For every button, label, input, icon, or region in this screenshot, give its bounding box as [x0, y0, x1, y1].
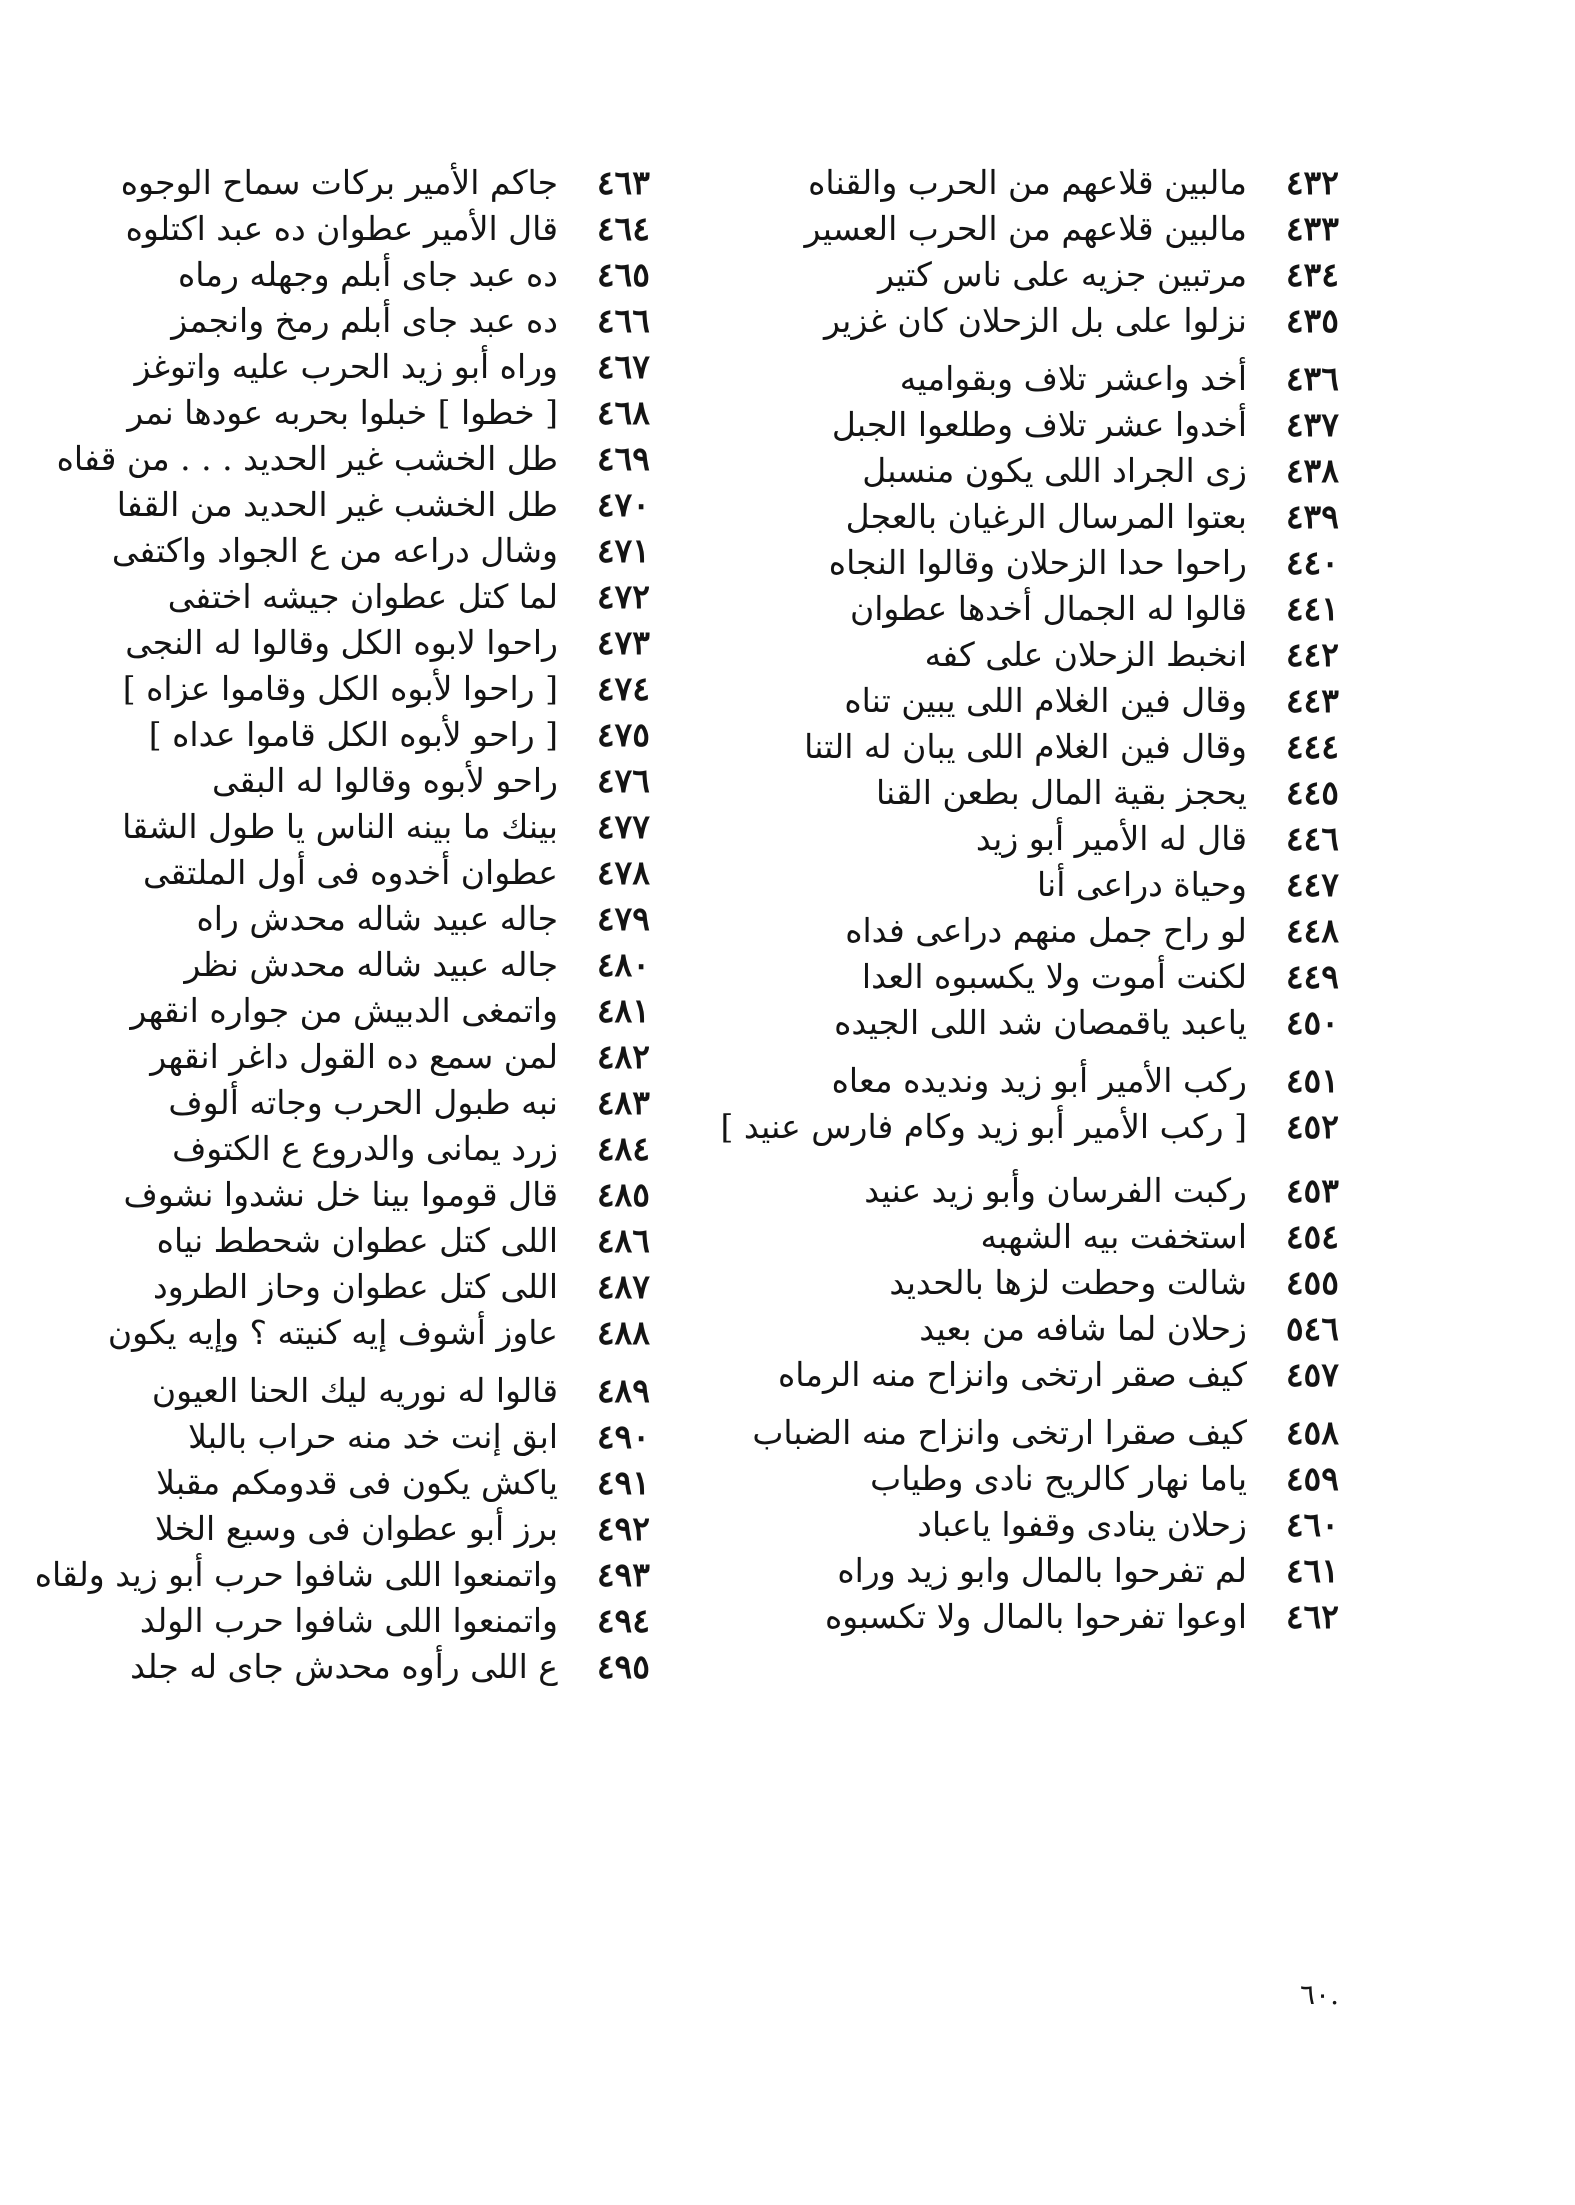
verse-line [679, 1594, 1339, 1640]
verse-number: ٤٧٠ [596, 485, 650, 524]
verse-number: ٤٣٣ [1285, 209, 1339, 248]
verse-line [679, 586, 1339, 632]
stanza-gap [679, 344, 1339, 356]
verse-line [171, 298, 650, 344]
verse-text: ياعبد ياقمصان شد اللى الجيده [834, 1003, 1247, 1042]
verse-number: ٤٦٨ [596, 393, 650, 432]
verse-number: ٤٤٧ [1285, 865, 1339, 904]
verse-text: يحجز بقية المال بطعن القنا [875, 773, 1247, 812]
verse-number: ٤٦٠ [1285, 1505, 1339, 1544]
verse-number: ٤٥٣ [1285, 1171, 1339, 1210]
verse-text: لما كتل عطوان جيشه اختفى [167, 577, 558, 616]
verse-line [150, 1034, 650, 1080]
verse-number: ٤٦٤ [596, 209, 650, 248]
verse-number: ٤٦٢ [1285, 1597, 1339, 1636]
verse-number: ٤٦٩ [596, 439, 650, 478]
verse-text: ياكش يكون فى قدومكم مقبلا [156, 1463, 558, 1502]
verse-number: ٤٧٩ [596, 899, 650, 938]
verse-text: زرد يمانى والدروع ع الكتوف [172, 1129, 558, 1168]
verse-line [125, 206, 650, 252]
verse-line [116, 482, 650, 528]
verse-line [155, 1506, 650, 1552]
verse-text: مرتبين جزيه على ناس كتير [877, 255, 1247, 294]
stanza-gap [679, 1150, 1339, 1168]
verse-line [56, 436, 650, 482]
verse-number: ٤٤٦ [1285, 819, 1339, 858]
verse-text: كيف صقر ارتخى وانزاح منه الرماه [777, 1355, 1247, 1394]
verse-line [188, 758, 650, 804]
right-column-verses [679, 160, 1339, 1640]
verse-number: ٥٤٦ [1285, 1309, 1339, 1348]
verse-line [125, 620, 650, 666]
verse-line [127, 390, 650, 436]
verse-text: قال قوموا بينا خل نشدوا نشوف [123, 1175, 558, 1214]
verse-number: ٤٩٢ [596, 1509, 650, 1548]
verse-number: ٤٥١ [1285, 1061, 1339, 1100]
verse-text: أخدوا عشر تلاف وطلعوا الجبل [831, 405, 1247, 444]
verse-text: أخد واعشر تلاف وبقواميه [899, 359, 1247, 398]
verse-number: ٤٩٥ [596, 1647, 650, 1686]
verse-line [679, 1104, 1339, 1150]
verse-text: ده عبد جاى أبلم رمخ وانجمز [171, 301, 558, 340]
verse-line [679, 1260, 1339, 1306]
verse-line [679, 494, 1339, 540]
verse-number: ٤٧٥ [596, 715, 650, 754]
verse-number: ٤٧٨ [596, 853, 650, 892]
verse-text: زحلان ينادى وقفوا ياعباد [917, 1505, 1247, 1544]
verse-line [142, 850, 650, 896]
verse-text: زحلان لما شافه من بعيد [919, 1309, 1247, 1348]
verse-text: انخبط الزحلان على كفه [924, 635, 1247, 674]
verse-text: وقال فين الغلام اللى يبان له التنا [804, 727, 1247, 766]
left-column-verses [34, 160, 650, 1690]
verse-number: ٤٥٧ [1285, 1355, 1339, 1394]
stanza-gap [188, 1356, 650, 1368]
verse-number: ٤٨٩ [596, 1371, 650, 1410]
verse-text: استخفت بيه الشهبه [980, 1217, 1247, 1256]
verse-line [168, 1080, 650, 1126]
verse-line [679, 678, 1339, 724]
verse-text: جاله عبيد شاله محدش راه [196, 899, 558, 938]
verse-text: اللى كتل عطوان شحطط نياه [156, 1221, 558, 1260]
verse-line [134, 344, 650, 390]
verse-text: وشال دراعه من ع الجواد واكتفى [111, 531, 558, 570]
verse-text: ع اللى رأوه محدش جاى له جلد [130, 1647, 558, 1686]
verse-number: ٤٣٦ [1285, 359, 1339, 398]
verse-text: راحو لأبوه وقالوا له البقى [211, 761, 558, 800]
verse-line [148, 712, 650, 758]
stanza-gap [679, 1398, 1339, 1410]
verse-line [679, 1306, 1339, 1352]
verse-text: ده عبد جاى أبلم وجهله رماه [177, 255, 558, 294]
verse-line [153, 1264, 650, 1310]
verse-number: ٤٦٣ [596, 163, 650, 202]
verse-line [151, 1368, 650, 1414]
verse-text: [ ركب الأمير أبو زيد وكام فارس عنيد ] [720, 1107, 1247, 1146]
verse-line [130, 1644, 650, 1690]
verse-line [188, 1414, 650, 1460]
verse-text: ركبت الفرسان وأبو زيد عنيد [864, 1171, 1247, 1210]
verse-number: ٤٨٢ [596, 1037, 650, 1076]
verse-line [188, 896, 650, 942]
page-number: .٦٠ [1300, 1978, 1339, 2011]
verse-line [679, 1214, 1339, 1260]
verse-line [184, 942, 650, 988]
verse-line [679, 954, 1339, 1000]
verse-line [122, 666, 650, 712]
verse-number: ٤٨٠ [596, 945, 650, 984]
verse-line [679, 206, 1339, 252]
verse-text: قالوا له نوريه ليك الحنا العيون [151, 1371, 558, 1410]
verse-text: وقال فين الغلام اللى يبين تناه [844, 681, 1247, 720]
verse-number: ٤٤٠ [1285, 543, 1339, 582]
verse-number: ٤٧٤ [596, 669, 650, 708]
verse-number: ٤٦٥ [596, 255, 650, 294]
verse-line [679, 770, 1339, 816]
stanza-gap [679, 1046, 1339, 1058]
verse-text: لمن سمع ده القول داغر انقهر [150, 1037, 558, 1076]
verse-line [167, 574, 650, 620]
verse-number: ٤٧٢ [596, 577, 650, 616]
verse-number: ٤٩٤ [596, 1601, 650, 1640]
verse-number: ٤٨١ [596, 991, 650, 1030]
verse-number: ٤٣٢ [1285, 163, 1339, 202]
verse-line [679, 1058, 1339, 1104]
verse-text: واتمنعوا اللى شافوا حرب الولد [139, 1601, 558, 1640]
verse-text: [ خطوا ] خبلوا بحربه عودها نمر [127, 393, 558, 432]
verse-number: ٤٥٥ [1285, 1263, 1339, 1302]
verse-number: ٤٥٨ [1285, 1413, 1339, 1452]
verse-line [122, 804, 650, 850]
verse-text: عاوز أشوف إيه كنيته ؟ وإيه يكون [107, 1313, 558, 1352]
verse-number: ٤٨٥ [596, 1175, 650, 1214]
verse-text: قال له الأمير أبو زيد [975, 819, 1247, 858]
verse-line [679, 448, 1339, 494]
verse-number: ٤٩١ [596, 1463, 650, 1502]
verse-line [107, 1310, 650, 1356]
verse-line [679, 1548, 1339, 1594]
verse-text: ابق إنت خد منه حراب بالبلا [188, 1417, 558, 1456]
verse-text: نبه طبول الحرب وجاته ألوف [168, 1083, 558, 1122]
verse-line [679, 908, 1339, 954]
verse-line [139, 1598, 650, 1644]
verse-number: ٤٥٤ [1285, 1217, 1339, 1256]
verse-text: نزلوا على بل الزحلان كان غزير [823, 301, 1247, 340]
verse-text: واتمنعوا اللى شافوا حرب أبو زيد ولقاه [34, 1555, 558, 1594]
verse-line [679, 724, 1339, 770]
verse-line [123, 1172, 650, 1218]
verse-text: طل الخشب غير الحديد . . . من قفاه [56, 439, 558, 478]
verse-line [679, 298, 1339, 344]
verse-text: مالبين قلاعهم من الحرب العسير [804, 209, 1247, 248]
verse-number: ٤٤٣ [1285, 681, 1339, 720]
verse-number: ٤٦١ [1285, 1551, 1339, 1590]
verse-line [679, 356, 1339, 402]
verse-line [679, 816, 1339, 862]
verse-line [177, 252, 650, 298]
verse-text: لم تفرحوا بالمال وابو زيد وراه [837, 1551, 1247, 1590]
verse-line [679, 632, 1339, 678]
verse-text: اوعوا تفرحوا بالمال ولا تكسبوه [825, 1597, 1247, 1636]
verse-text: عطوان أخدوه فى أول الملتقى [142, 853, 558, 892]
verse-number: ٤٣٤ [1285, 255, 1339, 294]
verse-text: شالت وحطت لزها بالحديد [889, 1263, 1247, 1302]
verse-number: ٤٥٩ [1285, 1459, 1339, 1498]
verse-number: ٤٣٥ [1285, 301, 1339, 340]
verse-text: زى الجراد اللى يكون منسبل [862, 451, 1247, 490]
verse-text: بينك ما بينه الناس يا طول الشقا [122, 807, 558, 846]
verse-number: ٤٤٩ [1285, 957, 1339, 996]
verse-line [130, 988, 650, 1034]
verse-text: [ راحوا لأبوه الكل وقاموا عزاه ] [122, 669, 558, 708]
verse-line [156, 1218, 650, 1264]
verse-number: ٤٤٢ [1285, 635, 1339, 674]
verse-text: راحوا لابوه الكل وقالوا له النجى [125, 623, 558, 662]
verse-line [679, 1410, 1339, 1456]
verse-number: ٤٤٥ [1285, 773, 1339, 812]
verse-line [679, 862, 1339, 908]
verse-line [679, 402, 1339, 448]
verse-text: لكنت أموت ولا يكسبوه العدا [861, 957, 1247, 996]
verse-text: ياما نهار كالريح نادى وطياب [870, 1459, 1247, 1498]
verse-text: برز أبو عطوان فى وسيع الخلا [155, 1509, 558, 1548]
verse-text: قالوا له الجمال أخدها عطوان [850, 589, 1247, 628]
verse-number: ٤٨٣ [596, 1083, 650, 1122]
verse-line [172, 1126, 650, 1172]
verse-number: ٤٥٠ [1285, 1003, 1339, 1042]
verse-text: جاكم الأمير بركات سماح الوجوه [120, 163, 558, 202]
verse-text: كيف صقرا ارتخى وانزاح منه الضباب [752, 1413, 1247, 1452]
verse-text: جاله عبيد شاله محدش نظر [184, 945, 558, 984]
verse-number: ٤٧١ [596, 531, 650, 570]
verse-line [679, 252, 1339, 298]
verse-line [679, 1168, 1339, 1214]
verse-number: ٤٤١ [1285, 589, 1339, 628]
verse-number: ٤٧٦ [596, 761, 650, 800]
verse-text: وراه أبو زيد الحرب عليه واتوغز [134, 347, 558, 386]
verse-number: ٤٣٩ [1285, 497, 1339, 536]
verse-number: ٤٦٧ [596, 347, 650, 386]
verse-text: واتمغى الدبيش من جواره انقهر [130, 991, 558, 1030]
verse-line [156, 1460, 650, 1506]
verse-text: لو راح جمل منهم دراعى فداه [845, 911, 1247, 950]
verse-line [679, 1352, 1339, 1398]
verse-number: ٤٤٤ [1285, 727, 1339, 766]
verse-line [111, 528, 650, 574]
verse-text: قال الأمير عطوان ده عبد اكتلوه [125, 209, 558, 248]
verse-number: ٤٥٢ [1285, 1107, 1339, 1146]
verse-number: ٤٧٧ [596, 807, 650, 846]
verse-text: بعتوا المرسال الرغيان بالعجل [845, 497, 1247, 536]
verse-number: ٤٩٣ [596, 1555, 650, 1594]
verse-text: [ راحو لأبوه الكل قاموا عداه ] [148, 715, 558, 754]
verse-number: ٤٧٣ [596, 623, 650, 662]
verse-line [679, 540, 1339, 586]
verse-number: ٤٤٨ [1285, 911, 1339, 950]
verse-text: طل الخشب غير الحديد من القفا [116, 485, 558, 524]
verse-number: ٤٨٦ [596, 1221, 650, 1260]
verse-line [679, 1456, 1339, 1502]
verse-line [120, 160, 650, 206]
verse-line [679, 1502, 1339, 1548]
verse-text: راحوا حدا الزحلان وقالوا النجاه [828, 543, 1247, 582]
verse-number: ٤٣٨ [1285, 451, 1339, 490]
verse-line [34, 1552, 650, 1598]
verse-number: ٤٣٧ [1285, 405, 1339, 444]
verse-text: اللى كتل عطوان وحاز الطرود [153, 1267, 558, 1306]
verse-text: مالبين قلاعهم من الحرب والقناه [808, 163, 1247, 202]
verse-number: ٤٩٠ [596, 1417, 650, 1456]
verse-line [679, 160, 1339, 206]
verse-number: ٤٨٤ [596, 1129, 650, 1168]
verse-text: وحياة دراعى أنا [1036, 865, 1247, 904]
verse-number: ٤٨٨ [596, 1313, 650, 1352]
verse-number: ٤٦٦ [596, 301, 650, 340]
verse-number: ٤٨٧ [596, 1267, 650, 1306]
verse-line [679, 1000, 1339, 1046]
verse-text: ركب الأمير أبو زيد ونديده معاه [831, 1061, 1247, 1100]
